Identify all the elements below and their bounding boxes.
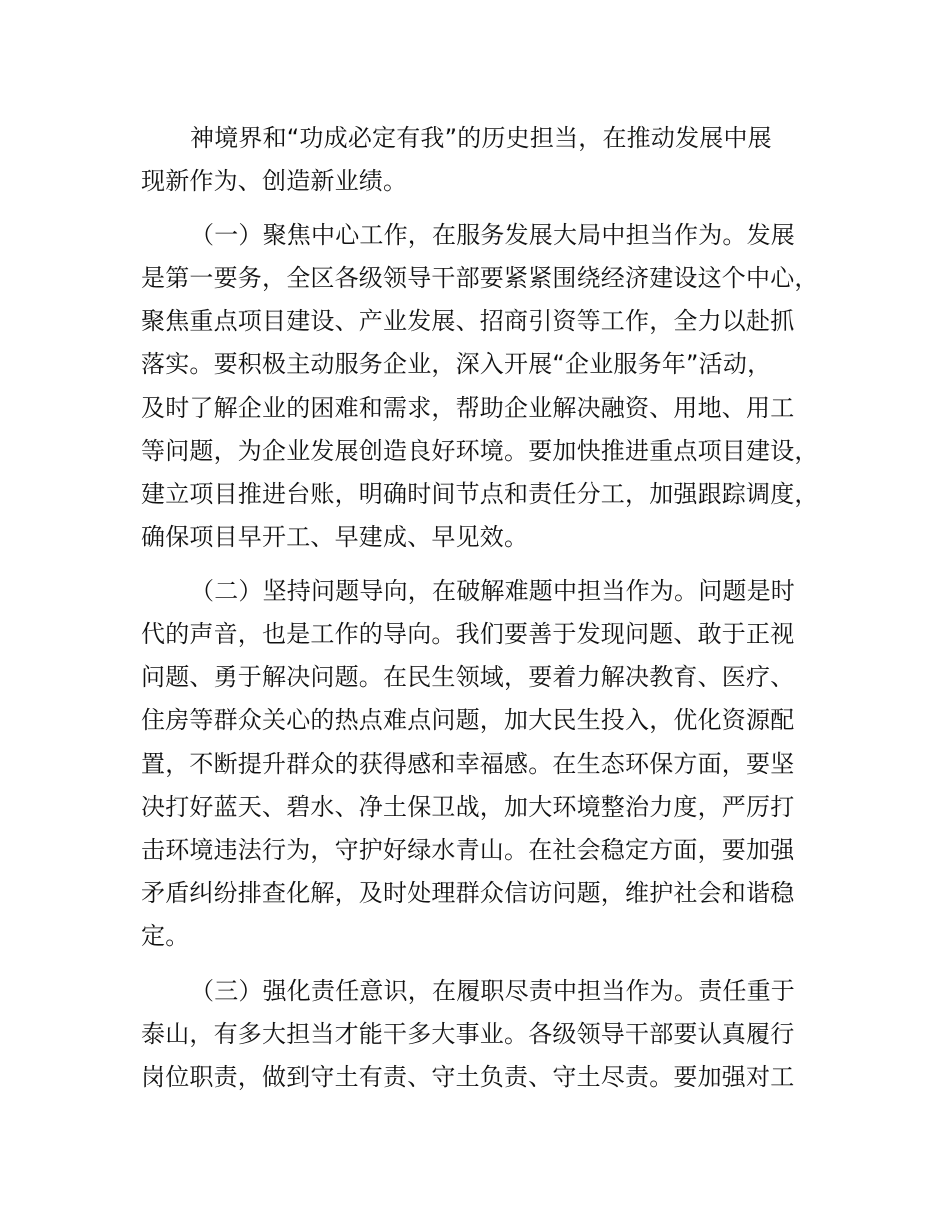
paragraph-line: 建立项目推进台账，明确时间节点和责任分工，加强跟踪调度， — [141, 480, 819, 508]
paragraph-line: 现新作为、创造新业绩。 — [141, 167, 408, 195]
paragraph-line: 矛盾纠纷排查化解，及时处理群众信访问题，维护社会和谐稳 — [141, 879, 795, 907]
paragraph-line: 聚焦重点项目建设、产业发展、招商引资等工作，全力以赴抓 — [141, 307, 795, 335]
paragraph-line: 泰山，有多大担当才能干多大事业。各级领导干部要认真履行 — [141, 1020, 795, 1048]
paragraph-line: 落实。要积极主动服务企业，深入开展“企业服务年”活动， — [141, 350, 772, 378]
paragraph-line: 击环境违法行为，守护好绿水青山。在社会稳定方面，要加强 — [141, 836, 795, 864]
paragraph-line: 决打好蓝天、碧水、净土保卫战，加大环境整治力度，严厉打 — [141, 793, 795, 821]
section-heading-line: （一）聚焦中心工作，在服务发展大局中担当作为。发展 — [190, 221, 795, 249]
paragraph-line: 神境界和“功成必定有我”的历史担当，在推动发展中展 — [190, 124, 772, 152]
paragraph-line: 等问题，为企业发展创造良好环境。要加快推进重点项目建设， — [141, 437, 819, 465]
paragraph-line: 住房等群众关心的热点难点问题，加大民生投入，优化资源配 — [141, 706, 795, 734]
paragraph-line: 及时了解企业的困难和需求，帮助企业解决融资、用地、用工 — [141, 394, 795, 422]
paragraph-line: 问题、勇于解决问题。在民生领域，要着力解决教育、医疗、 — [141, 663, 795, 691]
section-heading-line: （二）坚持问题导向，在破解难题中担当作为。问题是时 — [190, 577, 795, 605]
paragraph-line: 是第一要务，全区各级领导干部要紧紧围绕经济建设这个中心， — [141, 264, 819, 292]
paragraph-line: 置，不断提升群众的获得感和幸福感。在生态环保方面，要坚 — [141, 750, 795, 778]
paragraph-line: 代的声音，也是工作的导向。我们要善于发现问题、敢于正视 — [141, 620, 795, 648]
paragraph-line: 岗位职责，做到守土有责、守土负责、守土尽责。要加强对工 — [141, 1063, 795, 1091]
section-heading-line: （三）强化责任意识，在履职尽责中担当作为。责任重于 — [190, 977, 795, 1005]
paragraph-line: 确保项目早开工、早建成、早见效。 — [141, 523, 529, 551]
paragraph-line: 定。 — [141, 922, 190, 950]
